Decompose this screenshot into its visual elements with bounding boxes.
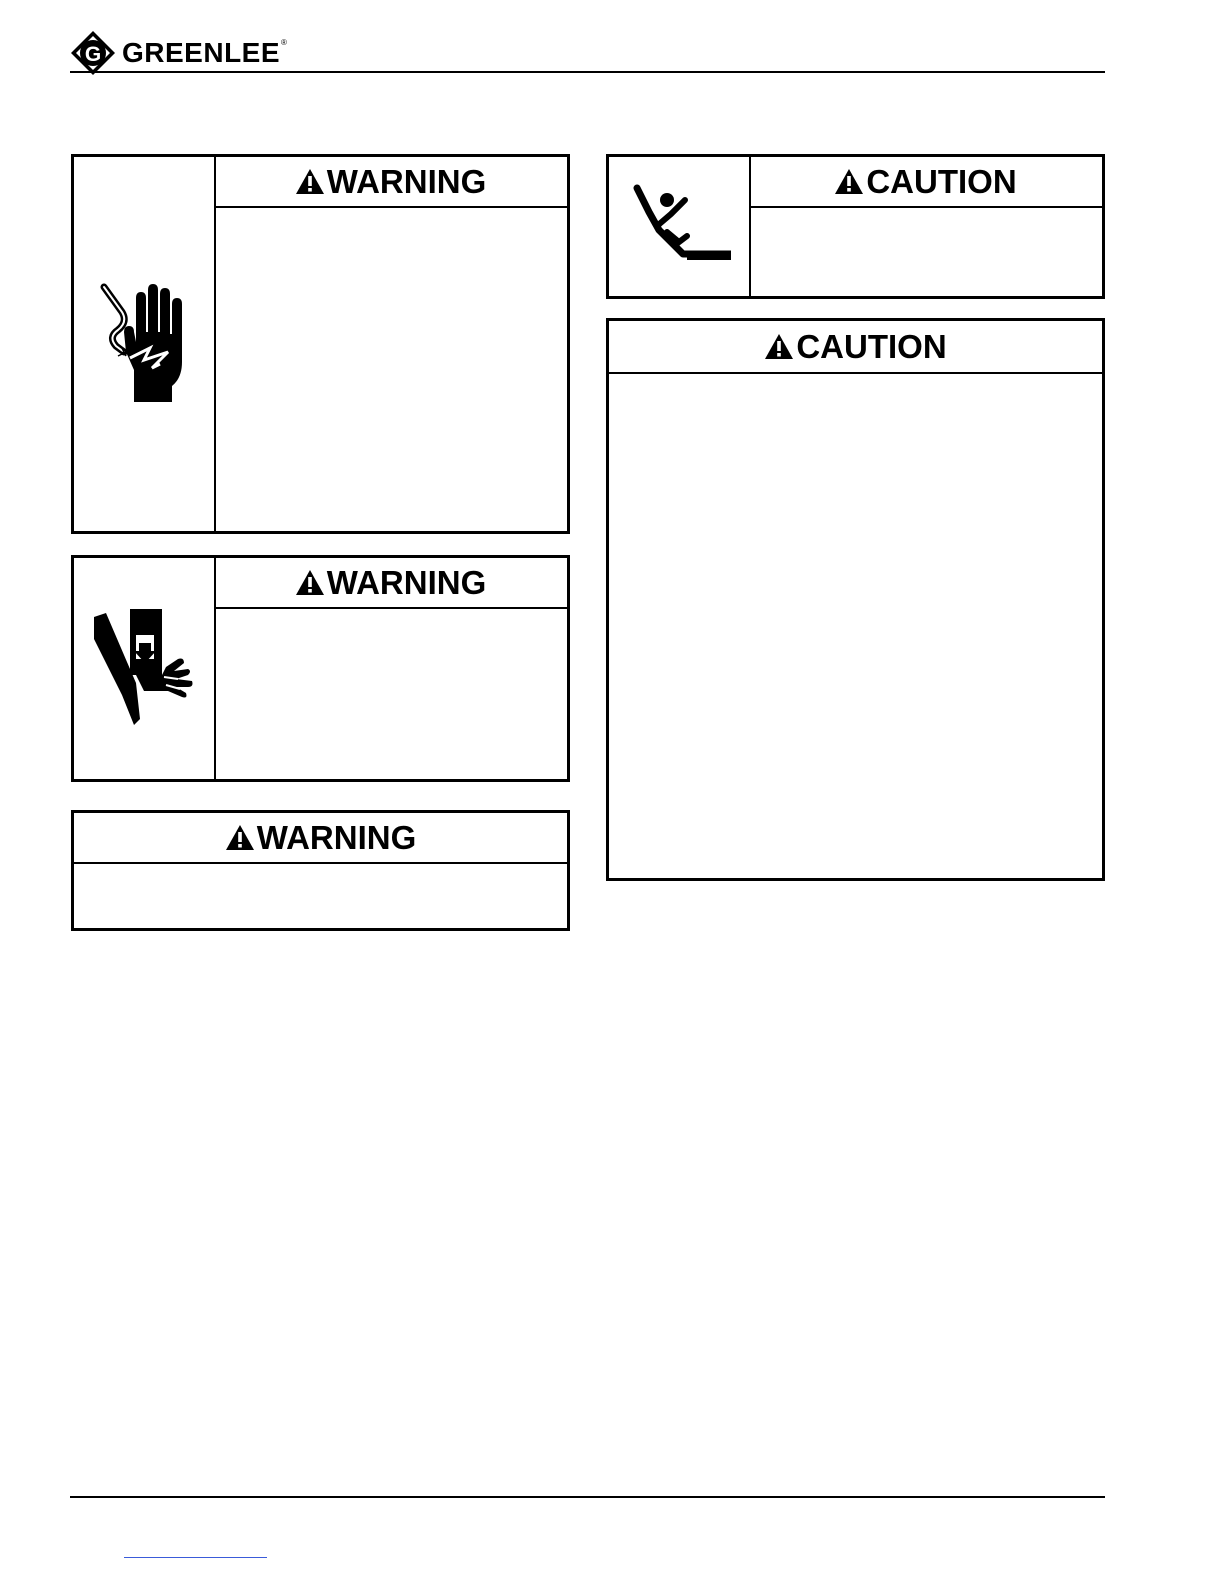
alert-triangle-icon — [295, 569, 325, 596]
icon-cell — [609, 157, 751, 296]
logo-letter: G — [84, 43, 102, 66]
signal-word-header — [609, 321, 1102, 374]
signal-word-header — [749, 157, 1102, 208]
electric-shock-hand-icon — [94, 282, 194, 407]
warning-box-crush-hazard — [71, 555, 570, 782]
caution-box-slip-fall — [606, 154, 1105, 299]
alert-triangle-icon — [764, 333, 794, 360]
alert-triangle-icon — [834, 168, 864, 195]
icon-cell — [74, 157, 216, 531]
signal-word: WARNING — [256, 818, 417, 856]
alert-triangle-icon — [295, 168, 325, 195]
registered-mark: ® — [281, 38, 288, 47]
signal-word: CAUTION — [866, 162, 1017, 200]
caution-body — [609, 374, 1102, 878]
greenlee-diamond-logo-icon — [70, 30, 116, 76]
warning-body — [74, 864, 567, 928]
alert-triangle-icon — [225, 824, 255, 851]
slip-fall-icon — [627, 182, 731, 272]
signal-word: WARNING — [326, 162, 487, 200]
warning-box — [71, 810, 570, 931]
caution-box — [606, 318, 1105, 881]
warning-body — [214, 609, 567, 779]
signal-word-header — [214, 157, 567, 208]
signal-word-header — [74, 813, 567, 864]
warning-body — [214, 208, 567, 531]
header-rule — [70, 71, 1105, 73]
footer-link-underline[interactable] — [124, 1557, 267, 1558]
signal-word: CAUTION — [796, 327, 947, 365]
warning-box-electric-shock — [71, 154, 570, 534]
icon-cell — [74, 558, 216, 779]
greenlee-logo — [70, 30, 287, 76]
footer-rule — [70, 1496, 1105, 1498]
crush-hand-icon — [92, 609, 196, 729]
signal-word-header — [214, 558, 567, 609]
caution-body — [749, 208, 1102, 296]
brand-name: GREENLEE® — [122, 37, 288, 68]
signal-word: WARNING — [326, 563, 487, 601]
